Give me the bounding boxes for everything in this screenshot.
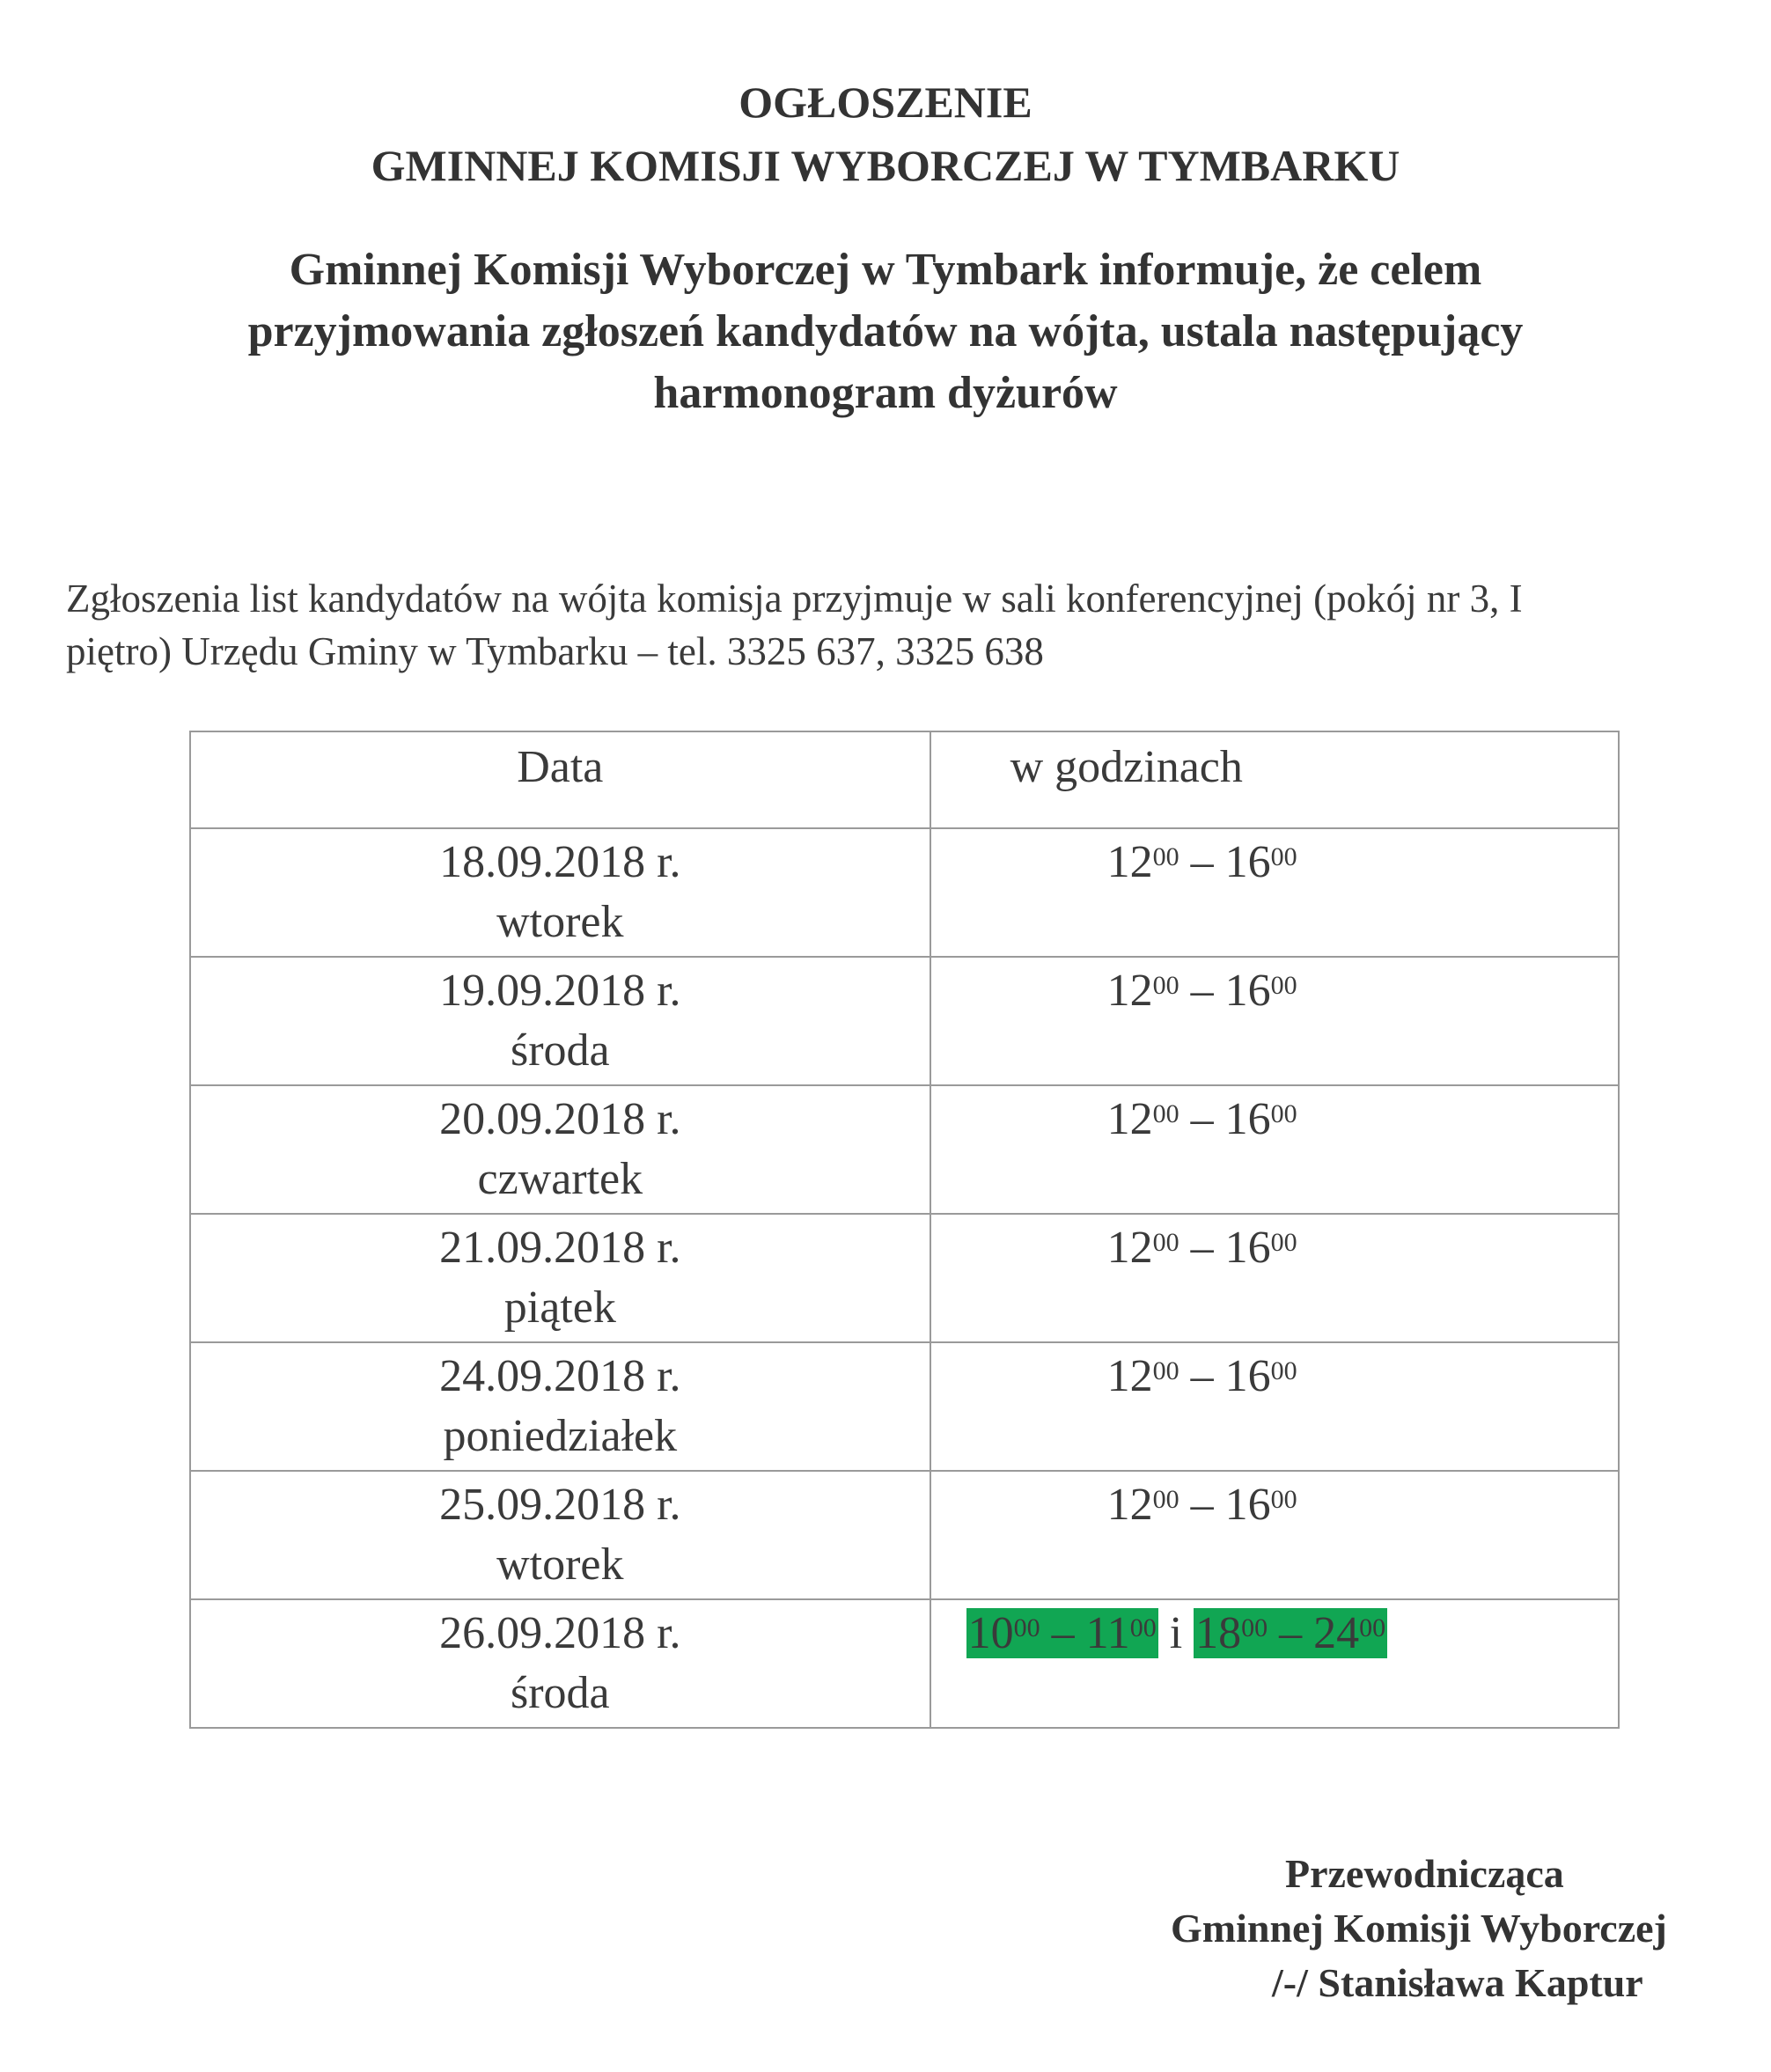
- end-minute: 00: [1359, 1613, 1386, 1642]
- range-separator: –: [1040, 1608, 1086, 1658]
- start-hour: 12: [1106, 1223, 1153, 1273]
- signature-role: Przewodnicząca: [1285, 1851, 1564, 1896]
- date-text: 25.09.2018 r.: [439, 1480, 681, 1530]
- start-hour: 12: [1106, 1351, 1153, 1401]
- range-separator: –: [1179, 1351, 1225, 1401]
- table-row: [190, 828, 1619, 957]
- date-text: 18.09.2018 r.: [439, 837, 681, 887]
- start-minute: 00: [1241, 1613, 1268, 1642]
- start-hour: 12: [1106, 1480, 1153, 1530]
- date-cell: [190, 957, 930, 1085]
- header-date: Data: [190, 731, 930, 828]
- highlighted-range-1: [966, 1608, 1158, 1658]
- table-row: [190, 1342, 1619, 1471]
- announcement-intro: [0, 239, 1771, 424]
- end-hour: 16: [1224, 966, 1271, 1016]
- start-hour: 10: [967, 1608, 1014, 1658]
- date-text: 26.09.2018 r.: [439, 1608, 681, 1658]
- day-text: wtorek: [496, 1539, 624, 1590]
- intro-line-1: Gminnej Komisji Wyborczej w Tymbark informuje, że celem: [289, 245, 1482, 295]
- body-line-2: piętro) Urzędu Gminy w Tymbarku – tel. 3325 637, 3325 638: [66, 629, 1044, 673]
- day-text: środa: [510, 1025, 610, 1076]
- start-minute: 00: [1152, 1485, 1179, 1514]
- end-minute: 00: [1270, 842, 1297, 871]
- end-hour: 24: [1313, 1608, 1360, 1658]
- signature-block: [1171, 1847, 1667, 2010]
- start-minute: 00: [1152, 1228, 1179, 1257]
- end-minute: 00: [1270, 971, 1297, 1000]
- schedule-header-row: [190, 731, 1619, 828]
- table-row: [190, 1085, 1619, 1214]
- table-row-last: [190, 1599, 1619, 1728]
- end-hour: 16: [1224, 1480, 1271, 1530]
- date-cell: [190, 828, 930, 957]
- hours-cell: [930, 1342, 1619, 1471]
- schedule-table: [189, 731, 1620, 1729]
- intro-line-3: harmonogram dyżurów: [653, 368, 1118, 418]
- end-minute: 00: [1270, 1485, 1297, 1514]
- range-separator: –: [1179, 1223, 1225, 1273]
- date-text: 20.09.2018 r.: [439, 1094, 681, 1144]
- hours-cell: [930, 1471, 1619, 1599]
- announcement-body: [66, 572, 1738, 678]
- end-minute: 00: [1129, 1613, 1157, 1642]
- start-hour: 12: [1106, 966, 1153, 1016]
- start-minute: 00: [1152, 971, 1179, 1000]
- title-line-2: GMINNEJ KOMISJI WYBORCZEJ W TYMBARKU: [371, 141, 1400, 190]
- hours-cell: [930, 828, 1619, 957]
- hours-cell: [930, 1214, 1619, 1342]
- end-hour: 16: [1224, 1351, 1271, 1401]
- range-separator: –: [1268, 1608, 1314, 1658]
- end-hour: 16: [1224, 837, 1271, 887]
- end-minute: 00: [1270, 1099, 1297, 1128]
- date-cell: [190, 1085, 930, 1214]
- start-minute: 00: [1152, 1356, 1179, 1385]
- start-hour: 12: [1106, 1094, 1153, 1144]
- date-cell: [190, 1342, 930, 1471]
- announcement-title: [0, 70, 1771, 197]
- hours-cell: [930, 1599, 1619, 1728]
- range-joiner: i: [1157, 1608, 1194, 1658]
- start-minute: 00: [1013, 1613, 1040, 1642]
- hours-cell: [930, 1085, 1619, 1214]
- end-hour: 11: [1085, 1608, 1130, 1658]
- day-text: czwartek: [477, 1154, 643, 1204]
- date-cell: [190, 1471, 930, 1599]
- end-minute: 00: [1270, 1228, 1297, 1257]
- end-minute: 00: [1270, 1356, 1297, 1385]
- date-text: 24.09.2018 r.: [439, 1351, 681, 1401]
- start-hour: 18: [1195, 1608, 1242, 1658]
- start-minute: 00: [1152, 842, 1179, 871]
- range-separator: –: [1179, 966, 1225, 1016]
- date-cell: [190, 1214, 930, 1342]
- start-minute: 00: [1152, 1099, 1179, 1128]
- day-text: poniedziałek: [443, 1411, 678, 1461]
- signature-body: Gminnej Komisji Wyborczej: [1171, 1906, 1667, 1951]
- highlighted-range-2: [1194, 1608, 1387, 1658]
- hours-cell: [930, 957, 1619, 1085]
- intro-line-2: przyjmowania zgłoszeń kandydatów na wójta, ustala następujący: [247, 306, 1524, 356]
- table-row: [190, 1471, 1619, 1599]
- day-text: piątek: [503, 1282, 616, 1333]
- range-separator: –: [1179, 1094, 1225, 1144]
- header-hours: w godzinach: [930, 731, 1619, 828]
- date-cell: [190, 1599, 930, 1728]
- day-text: środa: [510, 1668, 610, 1718]
- body-line-1: Zgłoszenia list kandydatów na wójta komisja przyjmuje w sali konferencyjnej (pokój nr 3, I: [66, 577, 1523, 621]
- signature-name: /-/ Stanisława Kaptur: [1272, 1960, 1643, 2005]
- range-separator: –: [1179, 1480, 1225, 1530]
- end-hour: 16: [1224, 1094, 1271, 1144]
- date-text: 19.09.2018 r.: [439, 966, 681, 1016]
- range-separator: –: [1179, 837, 1225, 887]
- table-row: [190, 957, 1619, 1085]
- title-line-1: OGŁOSZENIE: [739, 77, 1032, 127]
- date-text: 21.09.2018 r.: [439, 1223, 681, 1273]
- table-row: [190, 1214, 1619, 1342]
- end-hour: 16: [1224, 1223, 1271, 1273]
- start-hour: 12: [1106, 837, 1153, 887]
- day-text: wtorek: [496, 897, 624, 947]
